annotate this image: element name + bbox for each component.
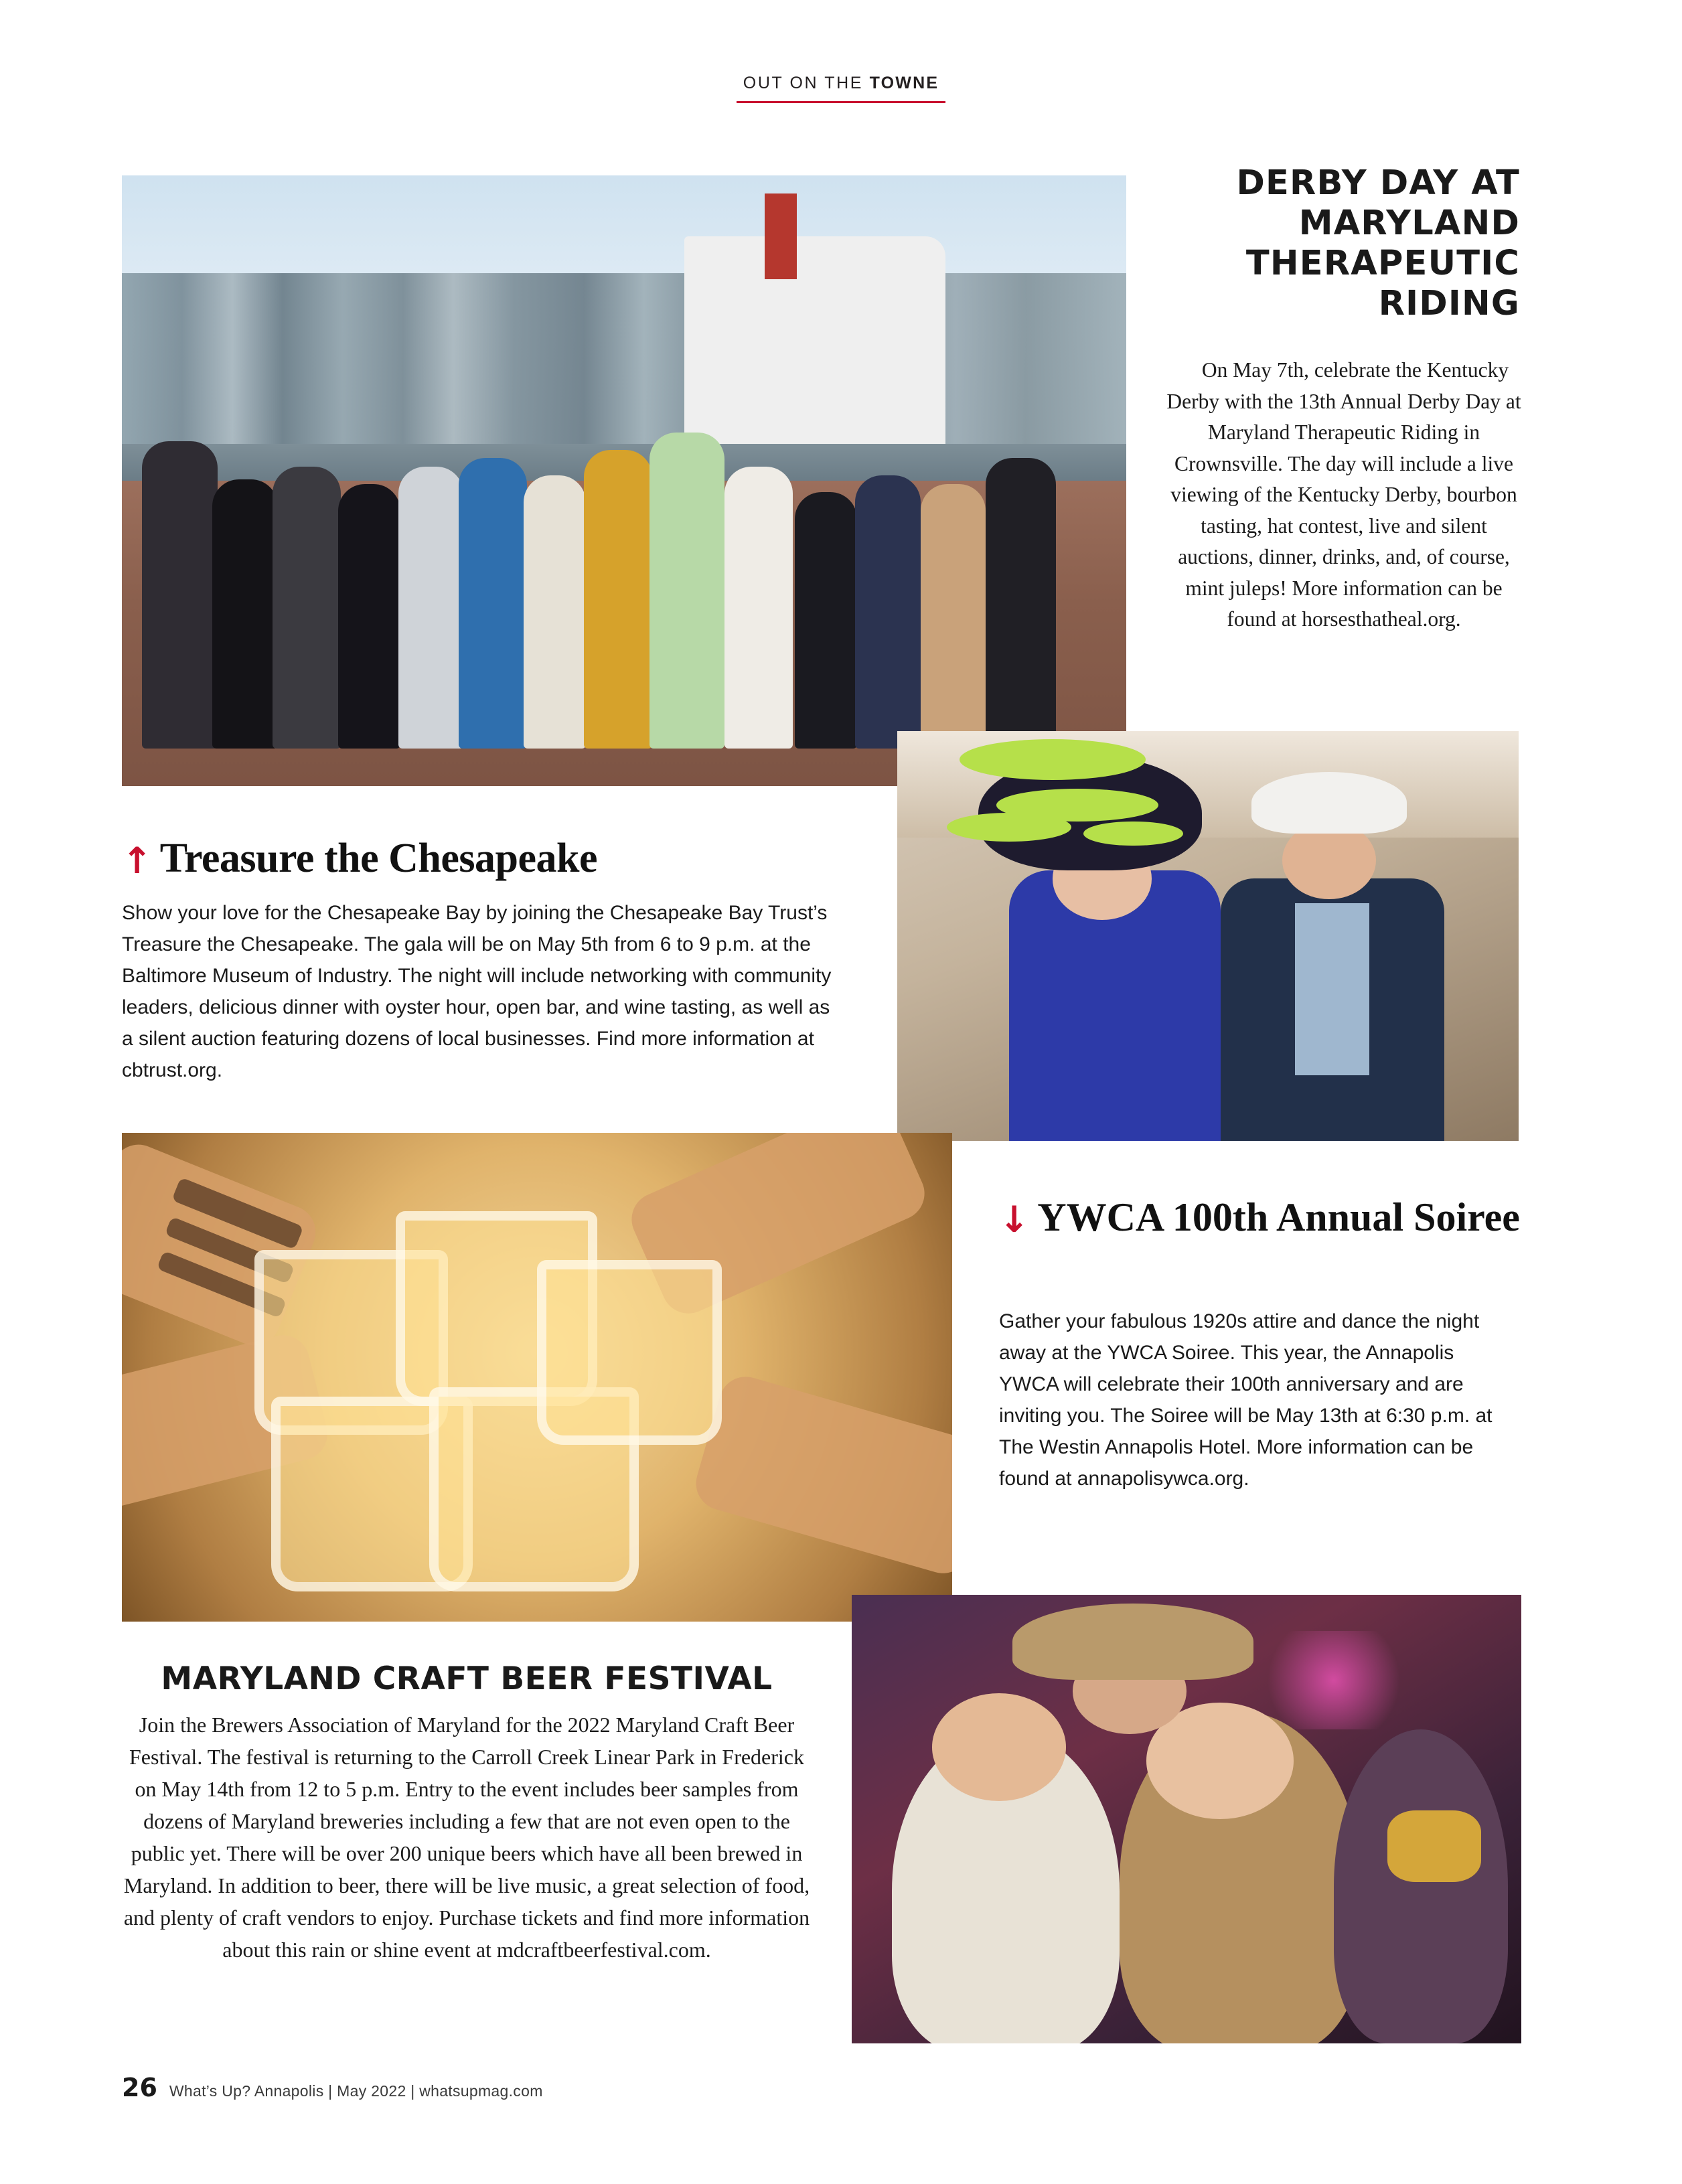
ywca-soiree-body: Gather your fabulous 1920s attire and dance the night away at the YWCA Soiree. This year, the Annapolis YWCA will celebrate their 100th anniversary and are inviting you. The Soiree will be May 13th at 6:30 p.m. at The Westin Annapolis Hotel. More information can be found at annapolisywca.org. [999, 1310, 1493, 1490]
footer-credit: What’s Up? Annapolis | May 2022 | whatsupmag.com [169, 2082, 543, 2100]
derby-couple-photo-art [897, 731, 1519, 1141]
group-photo-art [122, 175, 1126, 786]
kicker-light: OUT ON THE [743, 74, 870, 92]
treasure-chesapeake-body: Show your love for the Chesapeake Bay by joining the Chesapeake Bay Trust’s Treasure the Chesapeake. The gala will be on May 5th from 6 to 9 p.m. at the Baltimore Museum of Industry. The night will include networking with community leaders, delicious dinner with oyster hour, open bar, and wine tasting, as well as a silent auction featuring dozens of local businesses. Find more information at cbtrust.org. [122, 902, 832, 1081]
kicker-bold: TOWNE [869, 74, 939, 92]
ywca-soiree-title [999, 1193, 1521, 1241]
folio-page-number: 26 [122, 2073, 157, 2102]
section-kicker [0, 74, 1682, 93]
party-crowd-photo-art [852, 1595, 1521, 2043]
beer-cheers-photo [122, 1133, 952, 1622]
derby-day-body: On May 7th, celebrate the Kentucky Derby with the 13th Annual Derby Day at Maryland Therapeutic Riding in Crownsville. The day will include a live viewing of the Kentucky Derby, bourbon tasting, hat contest, live and silent auctions, dinner, drinks, and, of course, mint juleps! More information can be found at horsesthatheal.org. [1166, 358, 1521, 631]
craft-beer-festival-body: Join the Brewers Association of Maryland for the 2022 Maryland Craft Beer Festival. The festival is returning to the Carroll Creek Linear Park in Frederick on May 14th from 12 to 5 p.m. Entry to the event includes beer samples from dozens of Maryland breweries including a few that are not even open to the public yet. There will be over 200 unique beers which have all been brewed in Maryland. In addition to beer, there will be live music, a great selection of food, and plenty of craft vendors to enjoy. Purchase tickets and find more information about this rain or shine event at mdcraftbeerfestival.com. [123, 1713, 810, 1962]
party-crowd-photo [852, 1595, 1521, 2043]
derby-day-title: DERBY DAY AT MARYLAND THERAPEUTIC RIDING [1236, 163, 1520, 323]
arrow-up-icon: ↑ [122, 840, 152, 882]
group-photo [122, 175, 1126, 786]
beer-cheers-photo-art [122, 1133, 952, 1622]
page-footer [122, 2073, 543, 2102]
header-rule [737, 101, 945, 103]
treasure-chesapeake-title-text: Treasure the Chesapeake [159, 836, 597, 881]
treasure-chesapeake-title [122, 836, 872, 881]
ywca-soiree-title-text: YWCA 100th Annual Soiree [1037, 1195, 1520, 1239]
arrow-down-icon: ↓ [999, 1198, 1030, 1241]
derby-couple-photo [897, 731, 1519, 1141]
page-header [0, 74, 1682, 103]
craft-beer-festival-title: MARYLAND CRAFT BEER FESTIVAL [161, 1660, 773, 1697]
